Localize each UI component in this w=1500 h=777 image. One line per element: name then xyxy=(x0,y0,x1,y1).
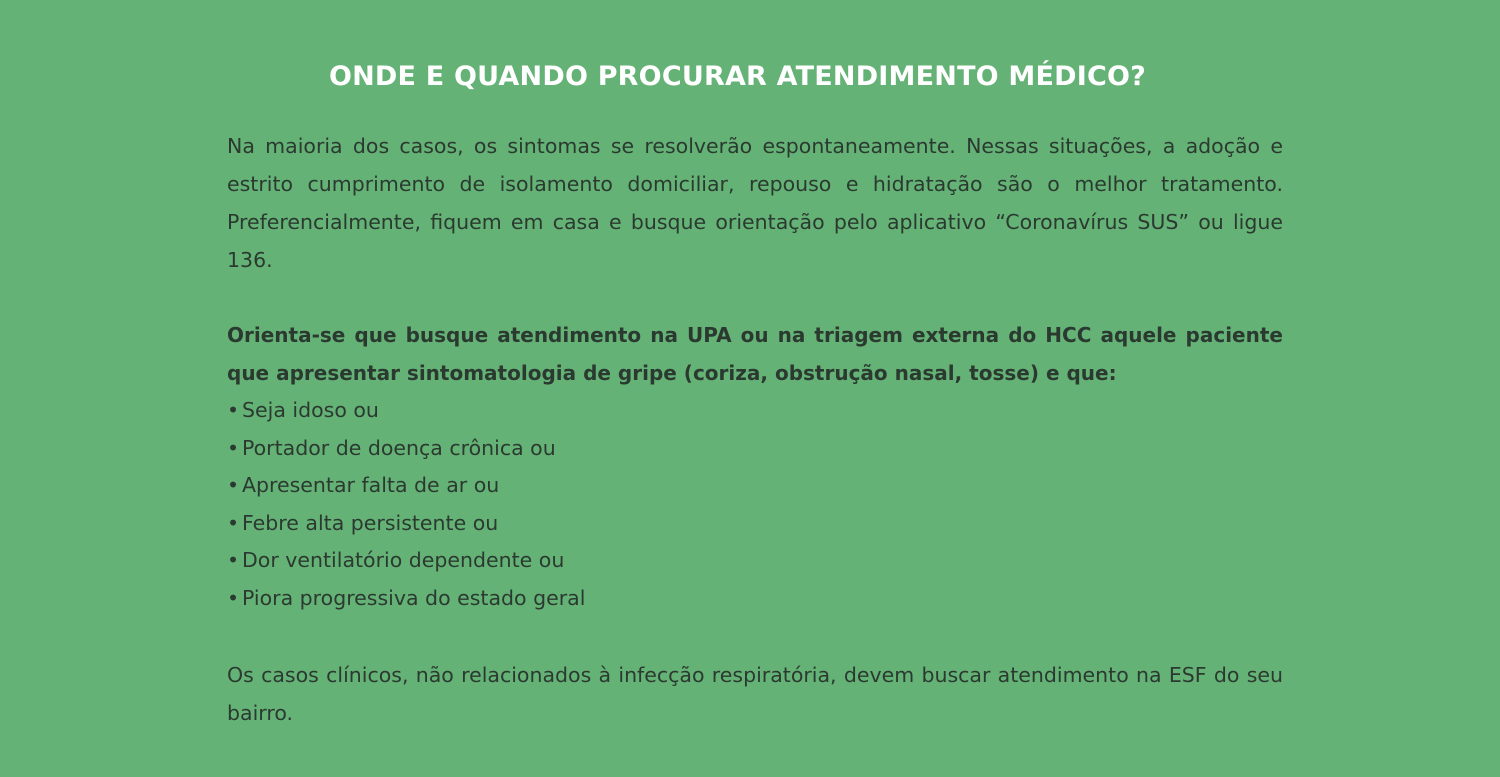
list-item xyxy=(227,467,1283,505)
intro-paragraph: Na maioria dos casos, os sintomas se resolverão espontaneamente. Nessas situações, a adoção e estrito cumprimento de isolamento domiciliar, repouso e hidratação são o melhor tratamento. Preferencialmente, fiquem em casa e busque orientação pelo aplicativo “Coronavírus SUS” ou ligue 136. xyxy=(227,134,1283,272)
list-item-text: Febre alta persistente ou xyxy=(242,510,499,535)
closing-paragraph: Os casos clínicos, não relacionados à infecção respiratória, devem buscar atendimento na ESF do seu bairro. xyxy=(227,662,1283,725)
list-item xyxy=(227,392,1283,430)
list-item-text: Dor ventilatório dependente ou xyxy=(242,548,565,573)
list-item-text: Seja idoso ou xyxy=(242,398,379,422)
bullet-icon: • xyxy=(227,585,240,610)
list-item xyxy=(227,430,1283,468)
bullet-icon: • xyxy=(227,473,240,498)
list-item xyxy=(227,505,1283,543)
bullet-icon: • xyxy=(227,510,240,535)
list-item xyxy=(227,542,1283,580)
bullet-icon: • xyxy=(227,398,240,422)
content xyxy=(227,127,1283,732)
bullet-icon: • xyxy=(227,435,240,460)
list-item-text: Apresentar falta de ar ou xyxy=(242,473,500,498)
list-item-text: Piora progressiva do estado geral xyxy=(242,585,586,610)
list-item-text: Portador de doença crônica ou xyxy=(242,435,556,460)
guidance-paragraph: Orienta-se que busque atendimento na UPA ou na triagem externa do HCC aquele paciente que apresentar sintomatologia de gripe (coriza, obstrução nasal, tosse) e que: xyxy=(227,323,1283,385)
page-title: ONDE E QUANDO PROCURAR ATENDIMENTO MÉDICO? xyxy=(328,61,1147,92)
list-item xyxy=(227,580,1283,618)
conditions-list xyxy=(227,392,1283,618)
bullet-icon: • xyxy=(227,548,240,573)
